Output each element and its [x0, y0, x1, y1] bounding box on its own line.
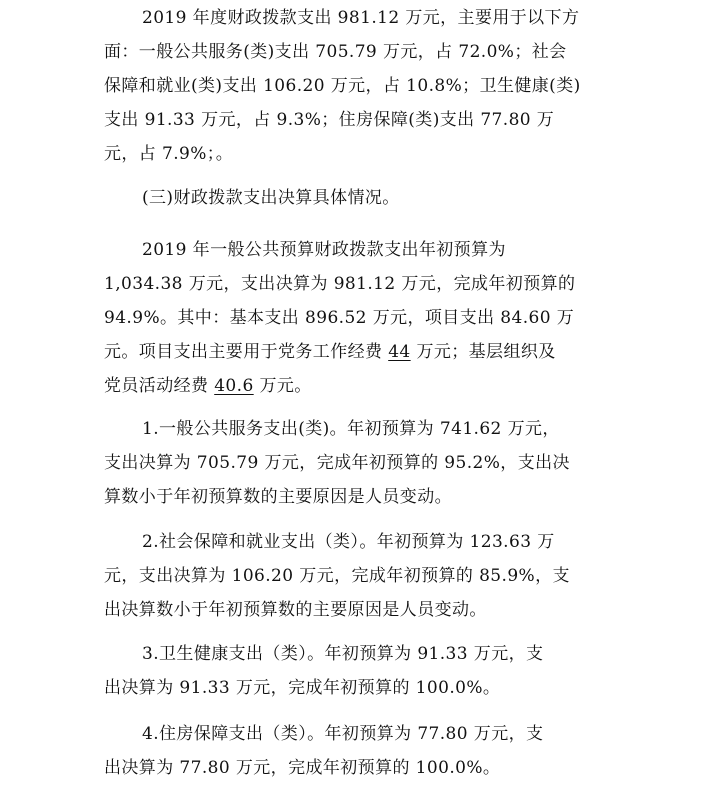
paragraph-item-2: [104, 525, 612, 627]
underlined-amount: 40.6: [214, 376, 254, 396]
text-line: 算数小于年初预算数的主要原因是人员变动。: [104, 487, 452, 507]
text-line: [104, 335, 612, 369]
text-line: 支出 91.33 万元，占 9.3%；住房保障(类)支出 77.80 万: [104, 110, 555, 130]
text-line: 保障和就业(类)支出 106.20 万元，占 10.8%；卫生健康(类): [104, 76, 581, 96]
text-line: 元，支出决算为 106.20 万元，完成年初预算的 85.9%，支: [104, 566, 570, 586]
paragraph-fiscal-expenditure-summary: [104, 1, 612, 171]
underlined-amount: 44: [388, 342, 411, 362]
text-line: 1.一般公共服务支出(类)。年初预算为 741.62 万元，: [142, 419, 560, 439]
text-fragment: 元。项目支出主要用于党务工作经费: [104, 342, 389, 362]
text-line: 1,034.38 万元，支出决算为 981.12 万元，完成年初预算的: [104, 274, 576, 294]
text-line: 2.社会保障和就业支出（类）。年初预算为 123.63 万: [142, 532, 555, 552]
text-line: 支出决算为 705.79 万元，完成年初预算的 95.2%，支出决: [104, 453, 570, 473]
text-line: 元，占 7.9%；。: [104, 144, 234, 164]
text-fragment: 万元；基层组织及: [410, 342, 556, 362]
paragraph-item-4: [104, 717, 612, 785]
text-line: 4.住房保障支出（类）。年初预算为 77.80 万元，支: [142, 724, 544, 744]
section-heading-3: [104, 181, 612, 215]
text-line: 3.卫生健康支出（类）。年初预算为 91.33 万元，支: [142, 644, 544, 664]
text-line: (三)财政拨款支出决算具体情况。: [142, 188, 400, 208]
text-line: [104, 369, 612, 403]
text-fragment: 党员活动经费: [104, 376, 215, 396]
text-line: 出决算为 91.33 万元，完成年初预算的 100.0%。: [104, 678, 501, 698]
text-fragment: 万元。: [253, 376, 312, 396]
text-line: 2019 年一般公共预算财政拨款支出年初预算为: [142, 240, 506, 260]
text-line: 出决算数小于年初预算数的主要原因是人员变动。: [104, 600, 487, 620]
text-line: 面：一般公共服务(类)支出 705.79 万元，占 72.0%；社会: [104, 42, 567, 62]
text-line: 94.9%。其中：基本支出 896.52 万元，项目支出 84.60 万: [104, 308, 575, 328]
text-line: 2019 年度财政拨款支出 981.12 万元，主要用于以下方: [142, 8, 580, 28]
text-line: 出决算为 77.80 万元，完成年初预算的 100.0%。: [104, 758, 501, 778]
paragraph-general-budget: [104, 233, 612, 403]
paragraph-item-3: [104, 637, 612, 705]
paragraph-item-1: [104, 412, 612, 514]
